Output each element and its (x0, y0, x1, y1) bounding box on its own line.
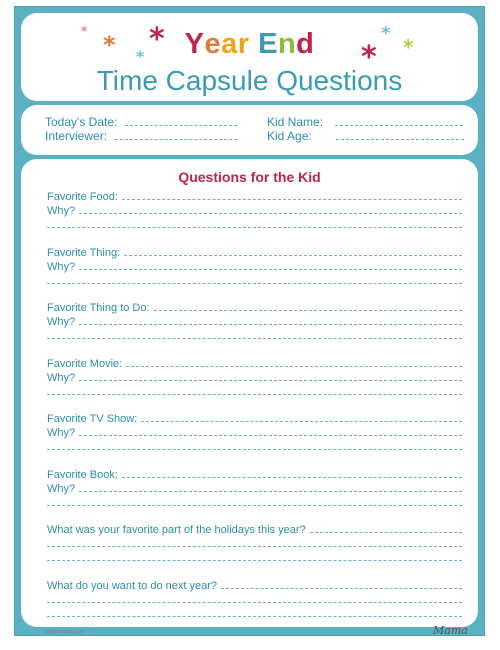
title-year-end: Year End (184, 28, 315, 60)
why-row-3-label: Why? (47, 316, 76, 328)
why-row-1-line (79, 213, 462, 214)
question-row-4-label: Favorite Movie: (47, 357, 123, 370)
questions-title: Questions for the Kid (178, 169, 321, 185)
kid-name-line (335, 125, 463, 126)
answer-line-5-line (47, 449, 462, 450)
answer-line-1[interactable] (47, 217, 462, 231)
pink-asterisk-icon: * (81, 24, 88, 38)
interviewer-line (115, 139, 237, 140)
question-row-1-line (122, 199, 462, 200)
question-row-2-label: Favorite Thing: (47, 246, 121, 259)
question-row-6-label: Favorite Book: (47, 468, 118, 481)
answer-line-2[interactable] (47, 273, 462, 287)
footer-site: todaysmama.com (45, 629, 85, 635)
open-answer-line-2-a-line (47, 602, 462, 603)
question-row-3[interactable] (47, 300, 462, 314)
why-row-6-line (79, 491, 462, 492)
interviewer-field[interactable] (45, 129, 237, 143)
why-row-5-label: Why? (47, 427, 76, 439)
kid-age-field[interactable] (267, 129, 464, 143)
answer-line-1-line (47, 227, 462, 228)
green-asterisk-icon: * (403, 35, 414, 59)
kid-age-line (336, 139, 464, 140)
why-row-4-line (79, 380, 462, 381)
open-question-row-2[interactable] (47, 578, 462, 592)
open-answer-line-1-a-line (47, 546, 462, 547)
question-row-6-line (122, 477, 462, 478)
why-row-3[interactable] (47, 314, 462, 328)
open-answer-line-2-b-line (47, 616, 462, 617)
question-row-5-line (141, 421, 462, 422)
open-answer-line-2-a[interactable] (47, 592, 462, 606)
open-question-row-1-line (310, 532, 462, 533)
interviewer-label: Interviewer: (45, 129, 108, 143)
red-asterisk-icon: * (149, 22, 165, 57)
question-row-5[interactable] (47, 411, 462, 425)
footer-logo: Mama (433, 624, 468, 637)
why-row-5[interactable] (47, 425, 462, 439)
kid-name-label: Kid Name: (267, 115, 324, 129)
red-asterisk-icon: * (361, 40, 377, 75)
kid-name-field[interactable] (267, 115, 463, 129)
todays-date-line (125, 125, 237, 126)
why-row-3-line (79, 324, 462, 325)
questions-panel (21, 159, 478, 627)
open-question-row-1[interactable] (47, 522, 462, 536)
orange-asterisk-icon: * (103, 31, 116, 59)
open-answer-line-1-b-line (47, 560, 462, 561)
why-row-6-label: Why? (47, 482, 76, 495)
question-row-4[interactable] (47, 356, 462, 370)
info-panel (21, 105, 478, 155)
header-panel (21, 13, 478, 101)
why-row-1-label: Why? (47, 205, 76, 217)
answer-line-4[interactable] (47, 384, 462, 398)
answer-line-6[interactable] (47, 495, 462, 509)
why-row-4-label: Why? (47, 371, 76, 384)
open-question-row-2-line (221, 588, 462, 589)
open-answer-line-1-b[interactable] (47, 550, 462, 564)
question-row-6[interactable] (47, 467, 462, 481)
worksheet-frame (14, 6, 485, 636)
question-row-3-label: Favorite Thing to Do: (47, 302, 150, 314)
answer-line-5[interactable] (47, 439, 462, 453)
blue-asterisk-icon: * (381, 23, 391, 44)
question-row-4-line (126, 366, 462, 367)
why-row-1[interactable] (47, 203, 462, 217)
todays-date-field[interactable] (45, 115, 237, 129)
question-row-1[interactable] (47, 189, 462, 203)
open-answer-line-1-a[interactable] (47, 536, 462, 550)
question-row-3-line (154, 310, 462, 311)
kid-age-label: Kid Age: (267, 129, 312, 143)
blue-asterisk-icon: * (136, 47, 145, 66)
answer-line-3[interactable] (47, 328, 462, 342)
why-row-5-line (79, 435, 462, 436)
todays-date-label: Today's Date: (45, 115, 118, 129)
why-row-2-line (79, 269, 462, 270)
answer-line-2-line (47, 283, 462, 284)
open-answer-line-2-b[interactable] (47, 606, 462, 620)
question-row-1-label: Favorite Food: (47, 191, 118, 203)
question-row-2-line (124, 255, 462, 256)
why-row-2[interactable] (47, 259, 462, 273)
question-row-5-label: Favorite TV Show: (47, 413, 138, 425)
why-row-2-label: Why? (47, 260, 76, 273)
why-row-4[interactable] (47, 370, 462, 384)
title-time-capsule-questions: Time Capsule Questions (96, 65, 403, 96)
open-question-row-2-label: What do you want to do next year? (47, 579, 217, 592)
answer-line-3-line (47, 338, 462, 339)
answer-line-6-line (47, 505, 462, 506)
question-row-2[interactable] (47, 245, 462, 259)
answer-line-4-line (47, 394, 462, 395)
open-question-row-1-label: What was your favorite part of the holidays this year? (47, 524, 306, 536)
why-row-6[interactable] (47, 481, 462, 495)
